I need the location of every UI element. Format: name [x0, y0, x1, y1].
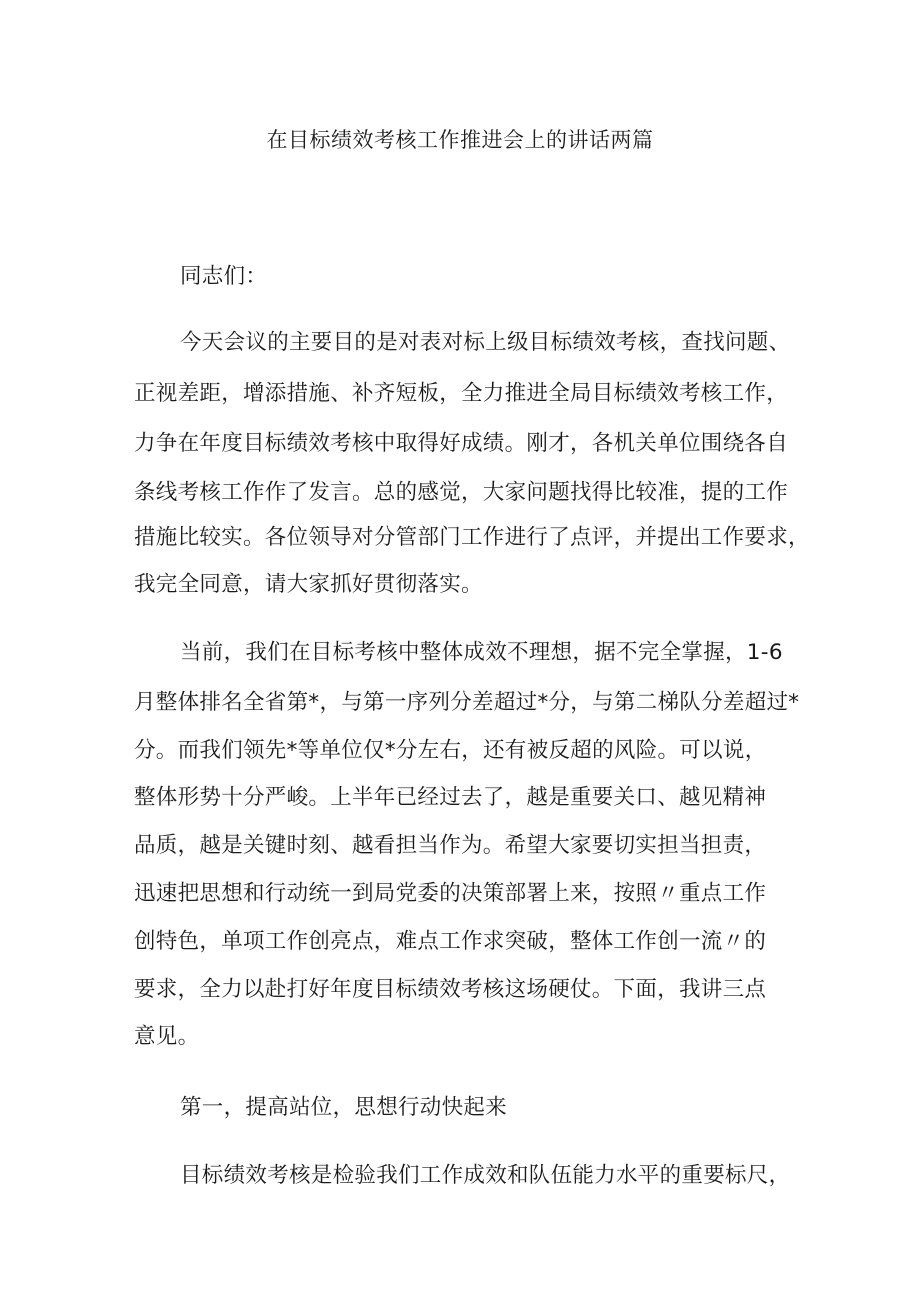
paragraph-line: 要求，全力以赴打好年度目标绩效考核这场硬仗。下面，我讲三点 — [134, 977, 767, 1002]
paragraph-line: 品质，越是关键时刻、越看担当作为。希望大家要切实担当担责， — [134, 833, 767, 858]
document-title: 在目标绩效考核工作推进会上的讲话两篇 — [266, 128, 654, 152]
paragraph-line: 正视差距，增添措施、补齐短板，全力推进全局目标绩效考核工作， — [134, 381, 789, 406]
paragraph-line: 力争在年度目标绩效考核中取得好成绩。刚才，各机关单位围绕各自 — [134, 431, 789, 456]
paragraph-line: 迅速把思想和行动统一到局党委的决策部署上来，按照〃重点工作 — [134, 881, 767, 906]
paragraph-line: 措施比较实。各位领导对分管部门工作进行了点评，并提出工作要求， — [134, 525, 810, 550]
paragraph-line: 当前，我们在目标考核中整体成效不理想，据不完全掌握，1-6 — [180, 640, 783, 665]
salutation: 同志们： — [180, 264, 268, 289]
paragraph-line: 创特色，单项工作创亮点，难点工作求突破，整体工作创一流〃的 — [134, 929, 767, 954]
paragraph-line: 目标绩效考核是检验我们工作成效和队伍能力水平的重要标尺， — [180, 1163, 791, 1188]
paragraph-line: 条线考核工作作了发言。总的感觉，大家问题找得比较准，提的工作 — [134, 480, 789, 505]
paragraph-line: 月整体排名全省第*，与第一序列分差超过*分，与第二梯队分差超过* — [134, 690, 800, 715]
paragraph-line: 今天会议的主要目的是对表对标上级目标绩效考核，查找问题、 — [180, 330, 791, 355]
paragraph-line: 我完全同意，请大家抓好贯彻落实。 — [134, 572, 483, 597]
section-heading: 第一，提高站位，思想行动快起来 — [180, 1095, 508, 1120]
paragraph-line: 分。而我们领先*等单位仅*分左右，还有被反超的风险。可以说， — [134, 738, 767, 763]
paragraph-line: 意见。 — [134, 1024, 200, 1049]
paragraph-line: 整体形势十分严峻。上半年已经过去了，越是重要关口、越见精神 — [134, 785, 767, 810]
